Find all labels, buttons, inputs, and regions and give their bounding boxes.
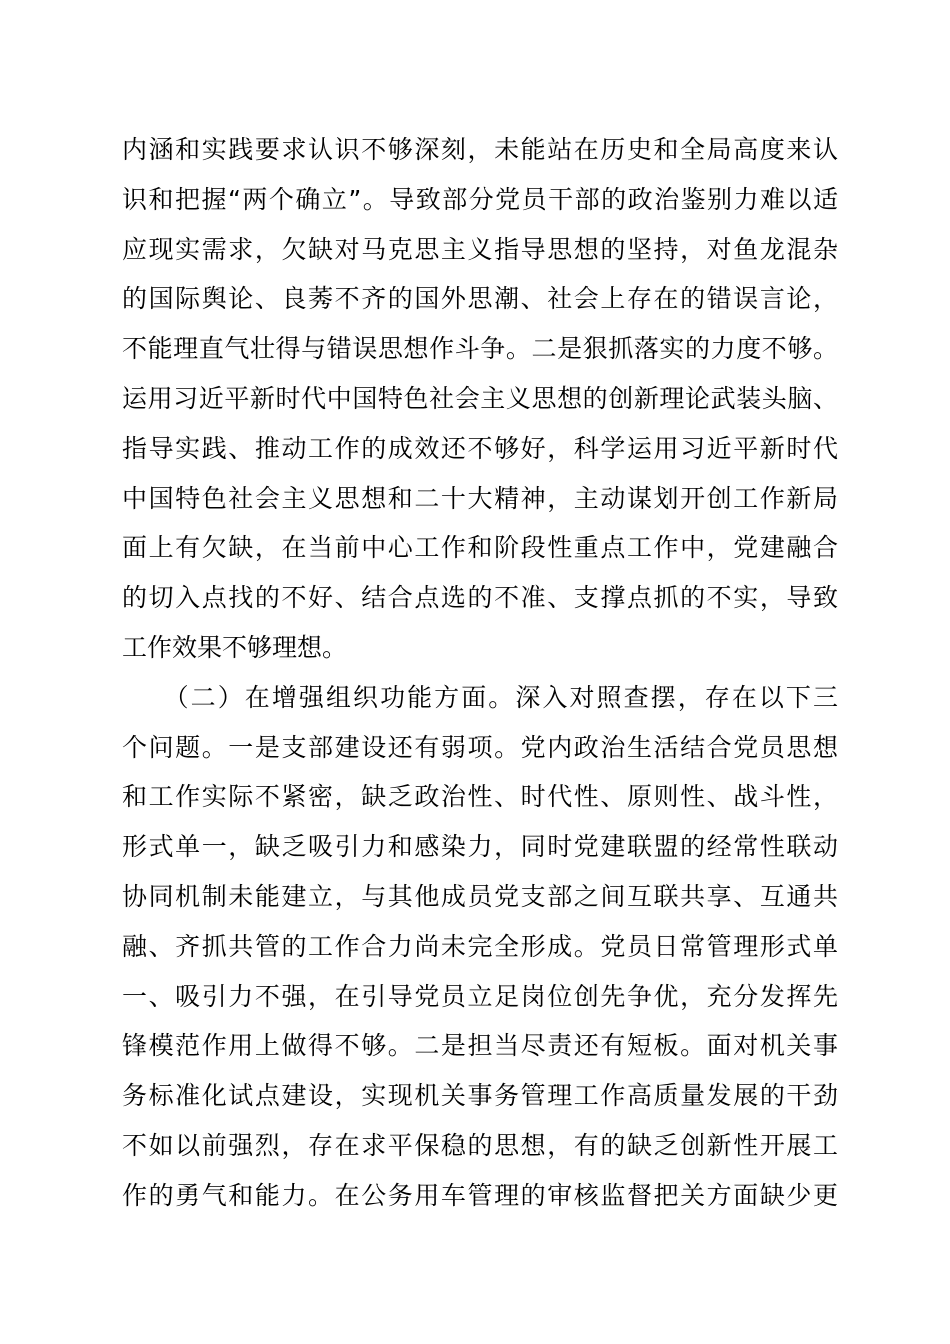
text-line: 识和把握“两个确立”。导致部分党员干部的政治鉴别力难以适	[122, 184, 838, 214]
text-line: 面上有欠缺，在当前中心工作和阶段性重点工作中，党建融合	[122, 533, 838, 563]
text-line: 锋模范作用上做得不够。二是担当尽责还有短板。面对机关事	[122, 1031, 838, 1061]
text-line: 中国特色社会主义思想和二十大精神，主动谋划开创工作新局	[122, 483, 838, 513]
text-line: 作的勇气和能力。在公务用车管理的审核监督把关方面缺少更	[122, 1180, 838, 1210]
text-line: 形式单一，缺乏吸引力和感染力，同时党建联盟的经常性联动	[122, 832, 838, 862]
text-line: 协同机制未能建立，与其他成员党支部之间互联共享、互通共	[122, 881, 838, 911]
text-line: 不能理直气壮得与错误思想作斗争。二是狠抓落实的力度不够。	[122, 334, 838, 364]
text-line: 和工作实际不紧密，缺乏政治性、时代性、原则性、战斗性，	[122, 782, 838, 812]
section-heading-line: （二）在增强组织功能方面。深入对照查摆，存在以下三	[122, 682, 838, 712]
text-line: 一、吸引力不强，在引导党员立足岗位创先争优，充分发挥先	[122, 981, 838, 1011]
text-line: 应现实需求，欠缺对马克思主义指导思想的坚持，对鱼龙混杂	[122, 234, 838, 264]
text-line: 内涵和实践要求认识不够深刻，未能站在历史和全局高度来认	[122, 135, 838, 164]
text-line: 的切入点找的不好、结合点选的不准、支撑点抓的不实，导致	[122, 583, 838, 613]
text-line: 个问题。一是支部建设还有弱项。党内政治生活结合党员思想	[122, 732, 838, 762]
text-line: 融、齐抓共管的工作合力尚未完全形成。党员日常管理形式单	[122, 931, 838, 961]
text-line: 指导实践、推动工作的成效还不够好，科学运用习近平新时代	[122, 433, 838, 463]
text-line: 的国际舆论、良莠不齐的国外思潮、社会上存在的错误言论，	[122, 284, 838, 314]
text-line: 务标准化试点建设，实现机关事务管理工作高质量发展的干劲	[122, 1081, 838, 1111]
paragraph-end-line: 工作效果不够理想。	[122, 632, 348, 662]
text-line: 运用习近平新时代中国特色社会主义思想的创新理论武装头脑、	[122, 383, 838, 413]
text-line: 不如以前强烈，存在求平保稳的思想，有的缺乏创新性开展工	[122, 1130, 838, 1160]
document-body	[122, 125, 838, 1221]
